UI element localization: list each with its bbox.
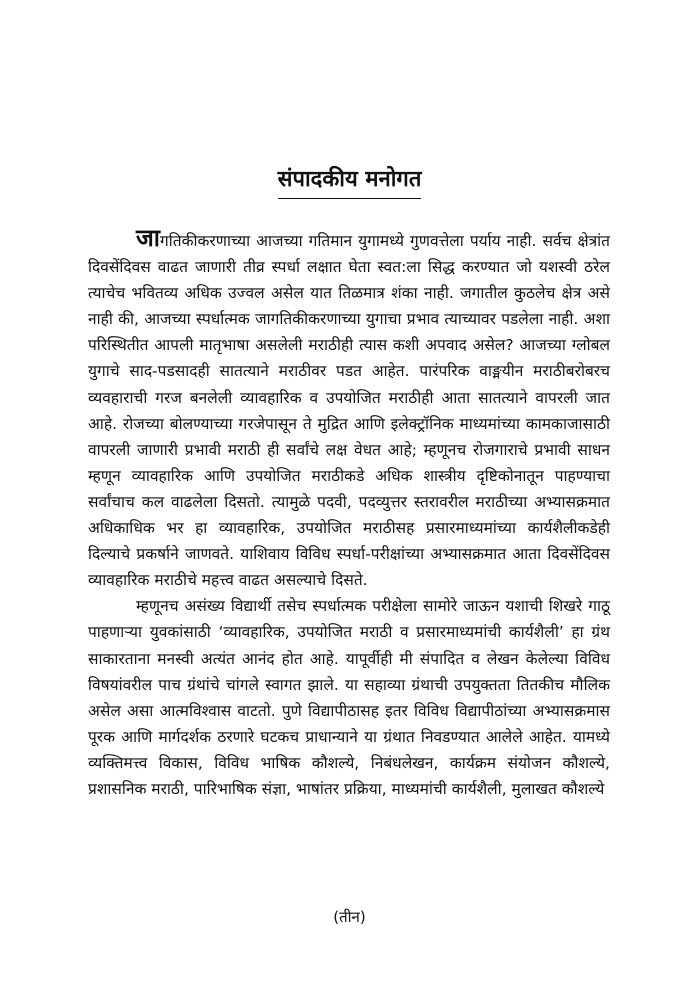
editorial-body — [88, 226, 610, 802]
page-number: (तीन) — [333, 908, 366, 926]
page-title — [0, 165, 699, 199]
paragraph-1-text: गतिकीकरणाच्या आजच्या गतिमान युगामध्ये गुणवत्तेला पर्याय नाही. सर्वच क्षेत्रांत दिवसेंदिवस वाढत जाणारी तीव्र स्पर्धा लक्षात घेता स्वत:ला सिद्ध करण्यात जो यशस्वी ठरेल त्याचेच भवितव्य अधिक उज्वल असेल यात तिळमात्र शंका नाही. जगातील कुठलेच क्षेत्र असे नाही की, आजच्या स्पर्धात्मक जागतिकीकरणाच्या युगाचा प्रभाव त्याच्यावर पडलेला नाही. अशा परिस्थितीत आपली मातृभाषा असलेली मराठीही त्यास कशी अपवाद असेल? आजच्या ग्लोबल युगाचे साद-पडसादही सातत्याने मराठीवर पडत आहेत. पारंपरिक वाङ्मयीन मराठीबरोबरच व्यवहाराची गरज बनलेली व्यावहारिक व उपयोजित मराठीही आता सातत्याने वापरली जात आहे. रोजच्या बोलण्याच्या गरजेपासून ते मुद्रित आणि इलेक्ट्रॉनिक माध्यमांच्या कामकाजासाठी वापरली जाणारी प्रभावी मराठी ही सर्वांचे लक्ष वेधत आहे; म्हणूनच रोजगाराचे प्रभावी साधन म्हणून व्यावहारिक आणि उपयोजित मराठीकडे अधिक शास्त्रीय दृष्टिकोनातून पाहण्याचा सर्वांचाच कल वाढलेला दिसतो. त्यामुळे पदवी, पदव्युत्तर स्तरावरील मराठीच्या अभ्यासक्रमात अधिकाधिक भर हा व्यावहारिक, उपयोजित मराठीसह प्रसारमाध्यमांच्या कार्यशैलीकडेही दिल्याचे प्रकर्षाने जाणवते. याशिवाय विविध स्पर्धा-परीक्षांच्या अभ्यासक्रमात आता दिवसेंदिवस व्यावहारिक मराठीचे महत्त्व वाढत असल्याचे दिसते. — [88, 232, 610, 590]
paragraph-2-text: म्हणूनच असंख्य विद्यार्थी तसेच स्पर्धात्मक परीक्षेला सामोरे जाऊन यशाची शिखरे गाठू पाहणाऱ्या युवकांसाठी ‘व्यावहारिक, उपयोजित मराठी व प्रसारमाध्यमांची कार्यशैली’ हा ग्रंथ साकारताना मनस्वी अत्यंत आनंद होत आहे. यापूर्वीही मी संपादित व लेखन केलेल्या विविध विषयांवरील पाच ग्रंथांचे चांगले स्वागत झाले. या सहाव्या ग्रंथाची उपयुक्तता तितकीच मौलिक असेल असा आत्मविश्वास वाटतो. पुणे विद्यापीठासह इतर विविध विद्यापीठांच्या अभ्यासक्रमास पूरक आणि मार्गदर्शक ठरणारे घटकच प्राधान्याने या ग्रंथात निवडण्यात आलेले आहेत. यामध्ये व्यक्तिमत्त्व विकास, विविध भाषिक कौशल्ये, निबंधलेखन, कार्यक्रम संयोजन कौशल्ये, प्रशासनिक मराठी, पारिभाषिक संज्ञा, भाषांतर प्रक्रिया, माध्यमांची कार्यशैली, मुलाखत कौशल्ये — [88, 597, 610, 798]
drop-cap: जा — [136, 224, 161, 252]
paragraph-1 — [88, 226, 610, 593]
page-title-text: संपादकीय मनोगत — [278, 165, 422, 199]
paragraph-2 — [88, 593, 610, 802]
